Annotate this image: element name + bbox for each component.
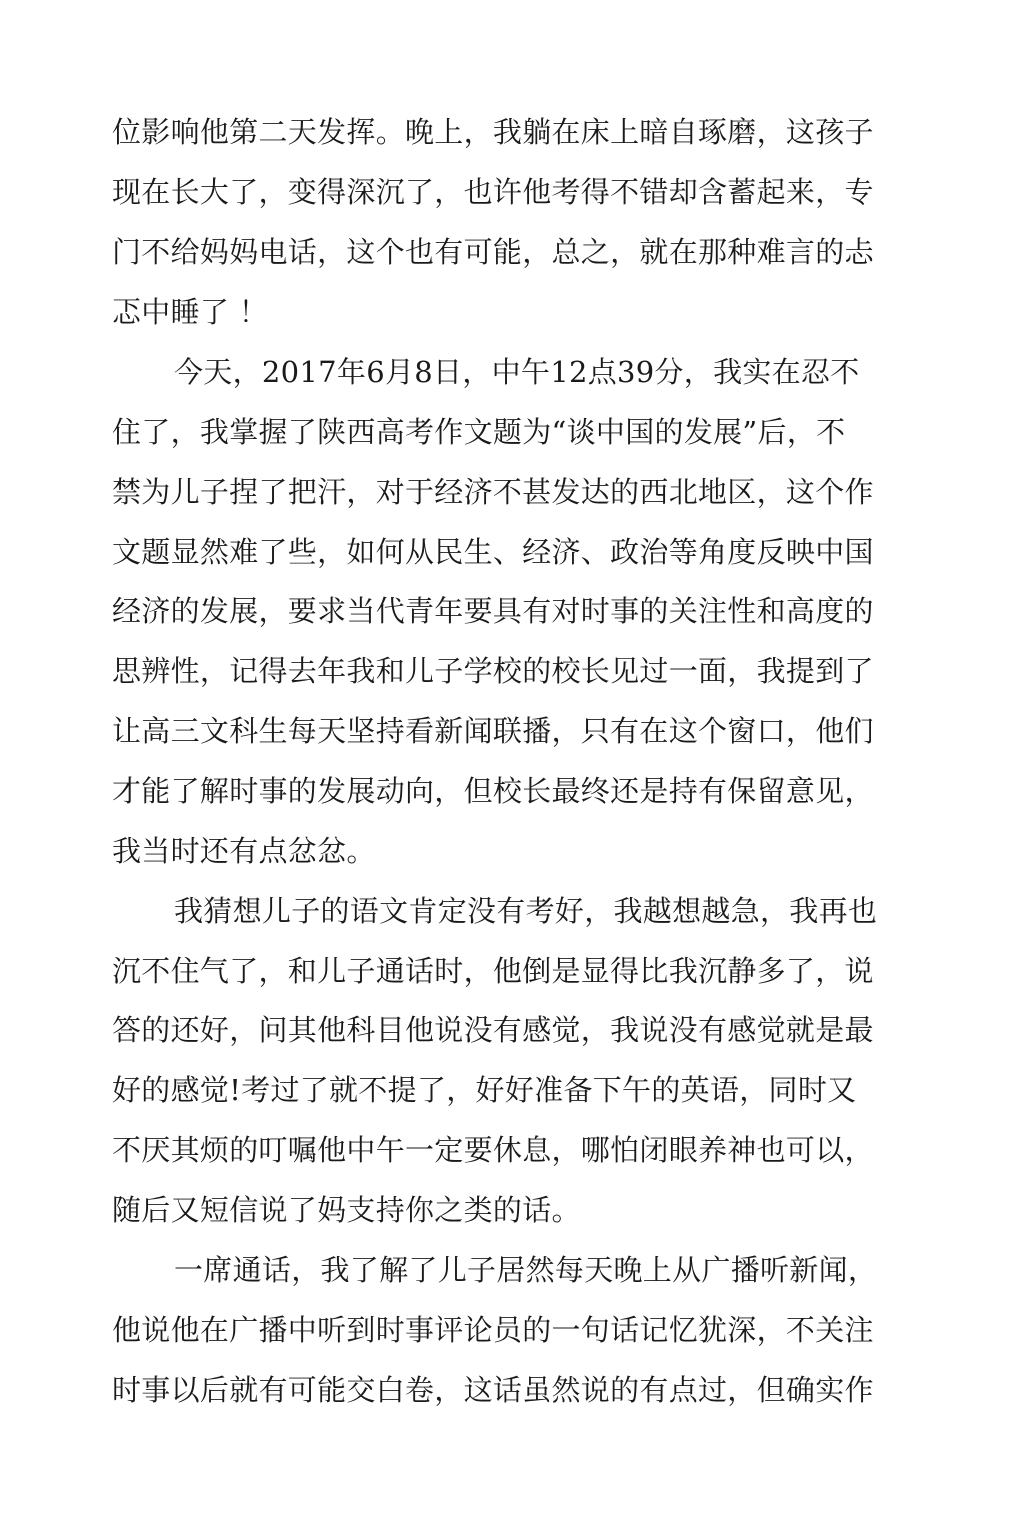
text-line: 答的还好，问其他科目他说没有感觉，我说没有感觉就是最 bbox=[112, 1013, 874, 1047]
text-line: 随后又短信说了妈支持你之类的话。 bbox=[112, 1193, 581, 1227]
text-line: 忑中睡了 ！ bbox=[112, 295, 269, 329]
text-line: 思辨性，记得去年我和儿子学校的校长见过一面，我提到了 bbox=[112, 654, 874, 688]
text-line: 让高三文科生每天坚持看新闻联播，只有在这个窗口，他们 bbox=[112, 714, 874, 748]
text-line: 现在长大了，变得深沉了，也许他考得不错却含蓄起来，专 bbox=[112, 175, 874, 209]
text-line: 才能了解时事的发展动向，但校长最终还是持有保留意见， bbox=[112, 774, 874, 808]
paragraph-start-line: 今天，2017年6月8日，中午12点39分，我实在忍不 bbox=[174, 355, 860, 389]
text-line: 禁为儿子捏了把汗，对于经济不甚发达的西北地区，这个作 bbox=[112, 475, 874, 509]
text-line: 住了，我掌握了陕西高考作文题为“谈中国的发展”后，不 bbox=[112, 415, 846, 449]
text-line: 经济的发展，要求当代青年要具有对时事的关注性和高度的 bbox=[112, 594, 874, 628]
text-line: 位影响他第二天发挥。晚上，我躺在床上暗自琢磨，这孩子 bbox=[112, 115, 874, 149]
text-line: 好的感觉!考过了就不提了，好好准备下午的英语，同时又 bbox=[112, 1073, 857, 1107]
paragraph-start-line: 我猜想儿子的语文肯定没有考好，我越想越急，我再也 bbox=[174, 894, 878, 928]
paragraph-start-line: 一席通话，我了解了儿子居然每天晚上从广播听新闻， bbox=[174, 1253, 878, 1287]
text-line: 我当时还有点忿忿。 bbox=[112, 834, 376, 868]
text-line: 沉不住气了，和儿子通话时，他倒是显得比我沉静多了，说 bbox=[112, 954, 874, 988]
text-line: 时事以后就有可能交白卷，这话虽然说的有点过，但确实作 bbox=[112, 1373, 874, 1407]
text-line: 不厌其烦的叮嘱他中午一定要休息，哪怕闭眼养神也可以， bbox=[112, 1133, 874, 1167]
text-line: 他说他在广播中听到时事评论员的一句话记忆犹深，不关注 bbox=[112, 1313, 874, 1347]
text-line: 文题显然难了些，如何从民生、经济、政治等角度反映中国 bbox=[112, 535, 874, 569]
text-line: 门不给妈妈电话，这个也有可能，总之，就在那种难言的忐 bbox=[112, 235, 874, 269]
